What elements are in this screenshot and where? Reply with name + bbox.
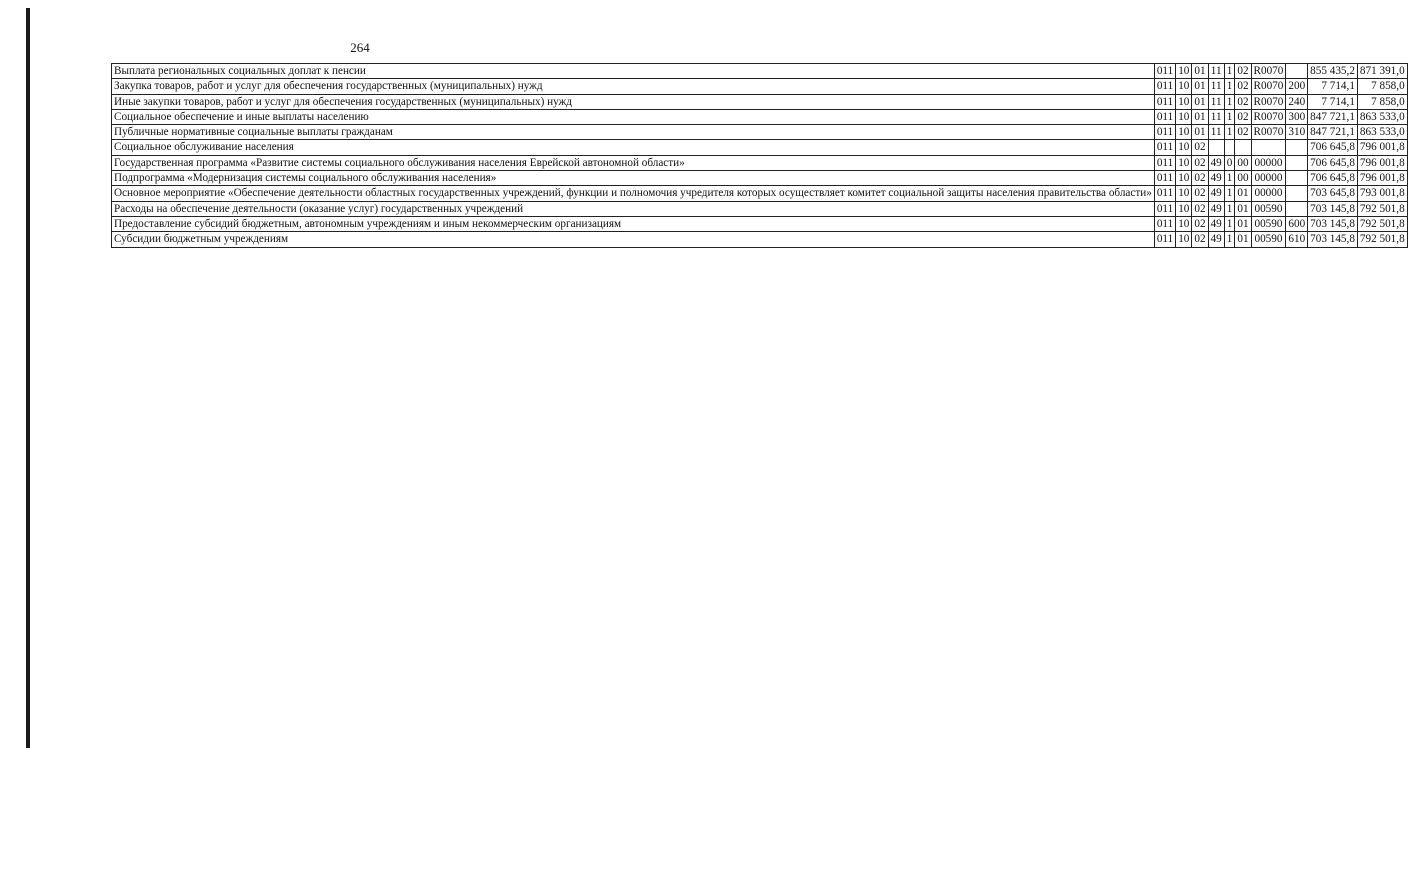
ministry-code-cell: 011 — [1154, 232, 1175, 247]
direction-code-cell: 00000 — [1251, 155, 1286, 170]
measure-code-cell: 00 — [1235, 171, 1251, 186]
subprogram-code-cell: 1 — [1224, 109, 1235, 124]
subsection-code-cell: 02 — [1192, 140, 1208, 155]
subsection-code-cell: 02 — [1192, 232, 1208, 247]
expense-name-cell: Выплата региональных социальных доплат к пенсии — [112, 64, 1155, 79]
ministry-code-cell: 011 — [1154, 79, 1175, 94]
expense-name-cell: Предоставление субсидий бюджетным, автономным учреждениям и иным некоммерческим организациям — [112, 216, 1155, 231]
program-code-cell: 11 — [1208, 109, 1224, 124]
expense-name-cell: Закупка товаров, работ и услуг для обеспечения государственных (муниципальных) нужд — [112, 79, 1155, 94]
section-code-cell: 10 — [1176, 94, 1192, 109]
expense-type-cell — [1286, 64, 1308, 79]
measure-code-cell: 01 — [1235, 186, 1251, 201]
amount-second-year-cell: 792 501,8 — [1357, 216, 1407, 231]
expense-name-cell: Расходы на обеспечение деятельности (оказание услуг) государственных учреждений — [112, 201, 1155, 216]
subsection-code-cell: 02 — [1192, 186, 1208, 201]
expense-type-cell: 200 — [1286, 79, 1308, 94]
subprogram-code-cell: 1 — [1224, 64, 1235, 79]
table-row — [112, 79, 1408, 94]
subprogram-code-cell — [1224, 140, 1235, 155]
expense-type-cell — [1286, 155, 1308, 170]
direction-code-cell: R0070 — [1251, 79, 1286, 94]
measure-code-cell: 01 — [1235, 232, 1251, 247]
table-row — [112, 125, 1408, 140]
subsection-code-cell: 01 — [1192, 125, 1208, 140]
amount-first-year-cell: 703 145,8 — [1308, 201, 1358, 216]
expense-name-cell: Подпрограмма «Модернизация системы социального обслуживания населения» — [112, 171, 1155, 186]
expense-type-cell — [1286, 186, 1308, 201]
expense-name-cell: Основное мероприятие «Обеспечение деятельности областных государственных учреждений, функции и полномочия учредителя которых осуществляет комитет социальной защиты населения правительства области» — [112, 186, 1155, 201]
amount-second-year-cell: 7 858,0 — [1357, 94, 1407, 109]
amount-first-year-cell: 703 645,8 — [1308, 186, 1358, 201]
amount-first-year-cell: 7 714,1 — [1308, 79, 1358, 94]
program-code-cell: 49 — [1208, 186, 1224, 201]
ministry-code-cell: 011 — [1154, 64, 1175, 79]
page-number: 264 — [350, 40, 370, 55]
expense-type-cell: 600 — [1286, 216, 1308, 231]
subprogram-code-cell: 1 — [1224, 79, 1235, 94]
table-row — [112, 171, 1408, 186]
amount-second-year-cell: 863 533,0 — [1357, 125, 1407, 140]
direction-code-cell: R0070 — [1251, 64, 1286, 79]
ministry-code-cell: 011 — [1154, 186, 1175, 201]
ministry-code-cell: 011 — [1154, 94, 1175, 109]
amount-first-year-cell: 847 721,1 — [1308, 109, 1358, 124]
direction-code-cell: 00000 — [1251, 186, 1286, 201]
subprogram-code-cell: 1 — [1224, 171, 1235, 186]
budget-table-body — [112, 64, 1408, 248]
expense-type-cell: 610 — [1286, 232, 1308, 247]
amount-second-year-cell: 793 001,8 — [1357, 186, 1407, 201]
amount-second-year-cell: 7 858,0 — [1357, 79, 1407, 94]
expense-name-cell: Социальное обеспечение и иные выплаты населению — [112, 109, 1155, 124]
scan-edge-line — [26, 8, 30, 748]
ministry-code-cell: 011 — [1154, 201, 1175, 216]
measure-code-cell: 02 — [1235, 125, 1251, 140]
section-code-cell: 10 — [1176, 186, 1192, 201]
expense-type-cell — [1286, 140, 1308, 155]
table-row — [112, 64, 1408, 79]
section-code-cell: 10 — [1176, 140, 1192, 155]
amount-second-year-cell: 796 001,8 — [1357, 171, 1407, 186]
section-code-cell: 10 — [1176, 79, 1192, 94]
subsection-code-cell: 02 — [1192, 155, 1208, 170]
table-row — [112, 232, 1408, 247]
amount-first-year-cell: 847 721,1 — [1308, 125, 1358, 140]
table-row — [112, 94, 1408, 109]
subsection-code-cell: 01 — [1192, 79, 1208, 94]
amount-first-year-cell: 855 435,2 — [1308, 64, 1358, 79]
section-code-cell: 10 — [1176, 155, 1192, 170]
amount-first-year-cell: 703 145,8 — [1308, 232, 1358, 247]
subprogram-code-cell: 1 — [1224, 94, 1235, 109]
expense-name-cell: Публичные нормативные социальные выплаты гражданам — [112, 125, 1155, 140]
expense-type-cell: 240 — [1286, 94, 1308, 109]
expense-name-cell: Государственная программа «Развитие системы социального обслуживания населения Еврейской автономной области» — [112, 155, 1155, 170]
amount-first-year-cell: 706 645,8 — [1308, 155, 1358, 170]
expense-type-cell: 300 — [1286, 109, 1308, 124]
program-code-cell: 49 — [1208, 201, 1224, 216]
amount-second-year-cell: 796 001,8 — [1357, 140, 1407, 155]
expense-name-cell: Социальное обслуживание населения — [112, 140, 1155, 155]
expense-type-cell: 310 — [1286, 125, 1308, 140]
subsection-code-cell: 01 — [1192, 94, 1208, 109]
expense-name-cell: Иные закупки товаров, работ и услуг для обеспечения государственных (муниципальных) нужд — [112, 94, 1155, 109]
amount-second-year-cell: 796 001,8 — [1357, 155, 1407, 170]
measure-code-cell: 02 — [1235, 79, 1251, 94]
section-code-cell: 10 — [1176, 216, 1192, 231]
expense-type-cell — [1286, 171, 1308, 186]
ministry-code-cell: 011 — [1154, 216, 1175, 231]
subsection-code-cell: 02 — [1192, 171, 1208, 186]
amount-first-year-cell: 706 645,8 — [1308, 171, 1358, 186]
program-code-cell: 49 — [1208, 171, 1224, 186]
amount-first-year-cell: 706 645,8 — [1308, 140, 1358, 155]
amount-second-year-cell: 792 501,8 — [1357, 232, 1407, 247]
table-row — [112, 216, 1408, 231]
subprogram-code-cell: 1 — [1224, 216, 1235, 231]
measure-code-cell: 01 — [1235, 201, 1251, 216]
table-row — [112, 155, 1408, 170]
ministry-code-cell: 011 — [1154, 125, 1175, 140]
direction-code-cell: R0070 — [1251, 125, 1286, 140]
measure-code-cell — [1235, 140, 1251, 155]
amount-second-year-cell: 863 533,0 — [1357, 109, 1407, 124]
ministry-code-cell: 011 — [1154, 155, 1175, 170]
program-code-cell: 49 — [1208, 155, 1224, 170]
section-code-cell: 10 — [1176, 171, 1192, 186]
program-code-cell: 11 — [1208, 79, 1224, 94]
direction-code-cell: 00590 — [1251, 216, 1286, 231]
program-code-cell — [1208, 140, 1224, 155]
subprogram-code-cell: 1 — [1224, 232, 1235, 247]
table-row — [112, 109, 1408, 124]
expense-name-cell: Субсидии бюджетным учреждениям — [112, 232, 1155, 247]
program-code-cell: 49 — [1208, 216, 1224, 231]
ministry-code-cell: 011 — [1154, 140, 1175, 155]
program-code-cell: 11 — [1208, 125, 1224, 140]
direction-code-cell: 00590 — [1251, 201, 1286, 216]
measure-code-cell: 00 — [1235, 155, 1251, 170]
subsection-code-cell: 02 — [1192, 201, 1208, 216]
subprogram-code-cell: 1 — [1224, 186, 1235, 201]
measure-code-cell: 02 — [1235, 109, 1251, 124]
section-code-cell: 10 — [1176, 64, 1192, 79]
subprogram-code-cell: 0 — [1224, 155, 1235, 170]
program-code-cell: 11 — [1208, 94, 1224, 109]
table-row — [112, 140, 1408, 155]
subsection-code-cell: 01 — [1192, 109, 1208, 124]
section-code-cell: 10 — [1176, 232, 1192, 247]
program-code-cell: 11 — [1208, 64, 1224, 79]
direction-code-cell — [1251, 140, 1286, 155]
amount-first-year-cell: 703 145,8 — [1308, 216, 1358, 231]
program-code-cell: 49 — [1208, 232, 1224, 247]
section-code-cell: 10 — [1176, 109, 1192, 124]
measure-code-cell: 01 — [1235, 216, 1251, 231]
measure-code-cell: 02 — [1235, 64, 1251, 79]
amount-second-year-cell: 871 391,0 — [1357, 64, 1407, 79]
direction-code-cell: R0070 — [1251, 109, 1286, 124]
amount-first-year-cell: 7 714,1 — [1308, 94, 1358, 109]
table-row — [112, 186, 1408, 201]
ministry-code-cell: 011 — [1154, 171, 1175, 186]
subprogram-code-cell: 1 — [1224, 125, 1235, 140]
measure-code-cell: 02 — [1235, 94, 1251, 109]
table-row — [112, 201, 1408, 216]
section-code-cell: 10 — [1176, 201, 1192, 216]
expense-type-cell — [1286, 201, 1308, 216]
subsection-code-cell: 02 — [1192, 216, 1208, 231]
subprogram-code-cell: 1 — [1224, 201, 1235, 216]
direction-code-cell: R0070 — [1251, 94, 1286, 109]
direction-code-cell: 00590 — [1251, 232, 1286, 247]
budget-table — [111, 63, 1408, 248]
section-code-cell: 10 — [1176, 125, 1192, 140]
ministry-code-cell: 011 — [1154, 109, 1175, 124]
direction-code-cell: 00000 — [1251, 171, 1286, 186]
subsection-code-cell: 01 — [1192, 64, 1208, 79]
amount-second-year-cell: 792 501,8 — [1357, 201, 1407, 216]
